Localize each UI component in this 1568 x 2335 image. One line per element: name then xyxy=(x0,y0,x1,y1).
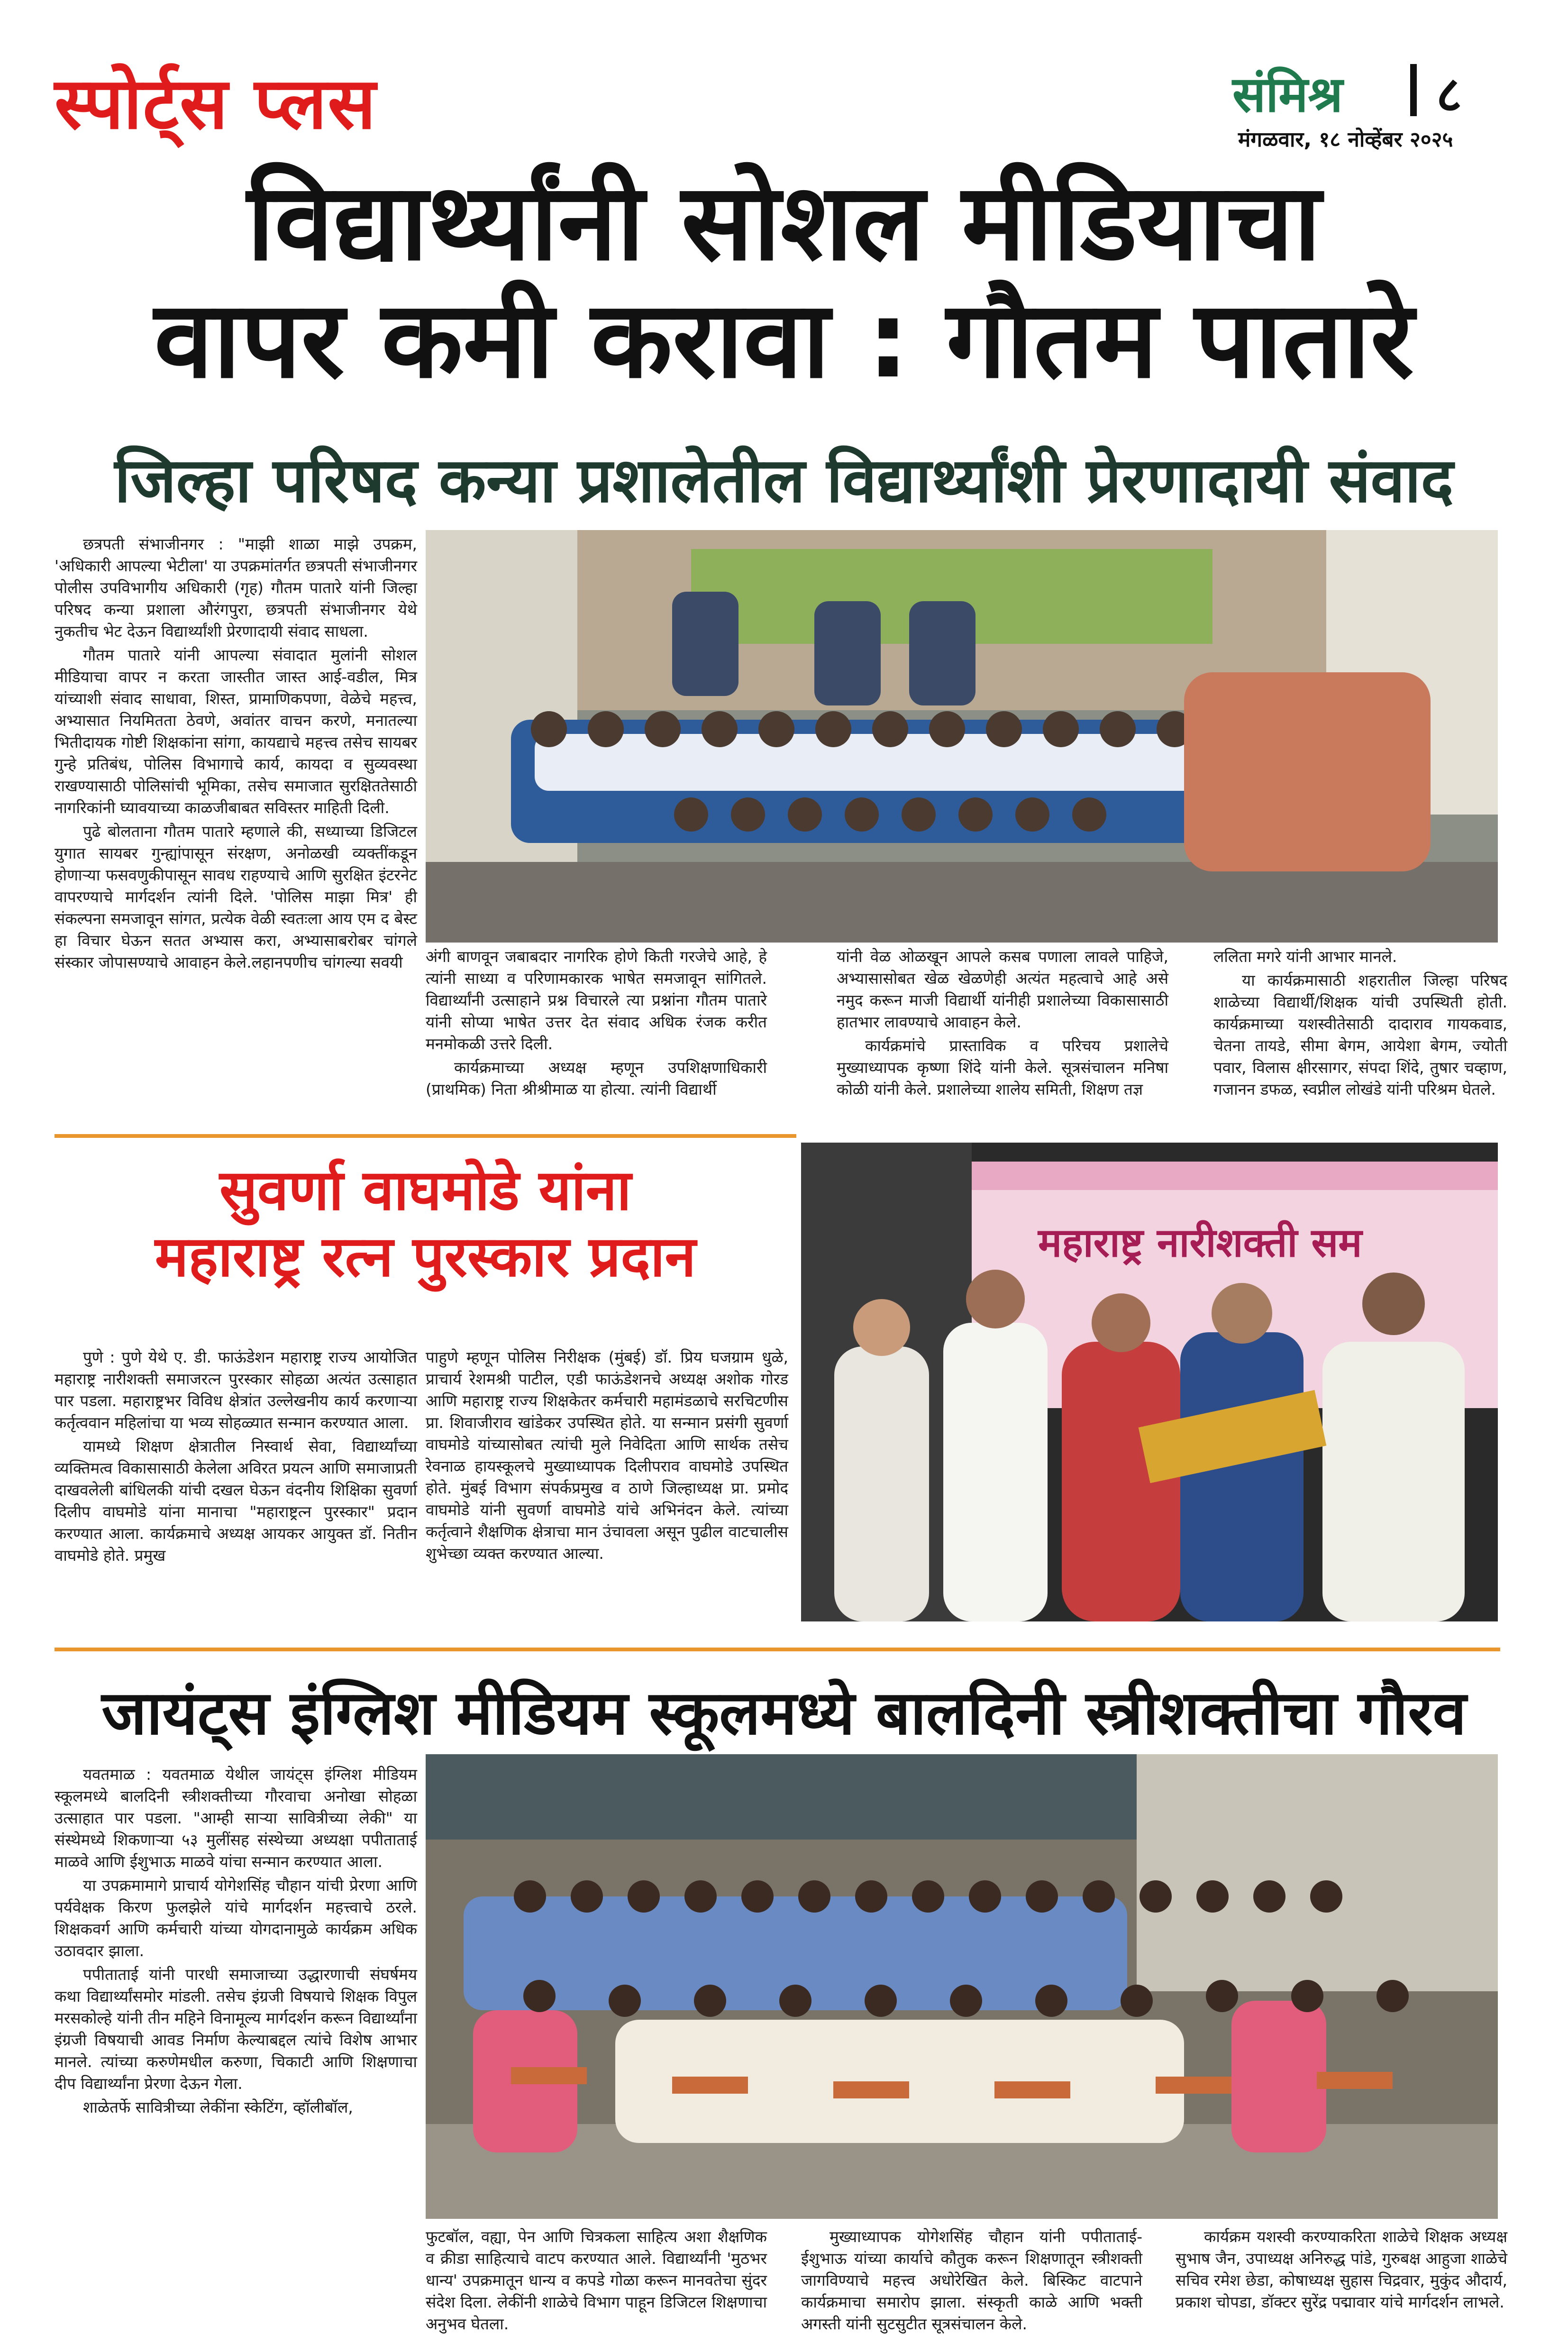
story1-headline xyxy=(0,160,1568,402)
story3-col2-para: फुटबॉल, वह्या, पेन आणि चित्रकला साहित्य अशा शैक्षणिक व क्रीडा साहित्याचे वाटप करण्यात आले. विद्यार्थ्यांनी 'मुठभर धान्य' उपक्रमातून धान्य व कपडे गोळा करून मानवतेचा सुंदर संदेश दिला. लेकींनी शाळेचे विभाग पाहून डिजिटल शिक्षणाचा अनुभव घेतला. xyxy=(426,2227,767,2333)
story1-col1-para: पुढे बोलताना गौतम पातारे म्हणाले की, सध्याच्या डिजिटल युगात सायबर गुन्ह्यांपासून संरक्षण, अनोळखी व्यक्तींकडून होणाऱ्या फसवणुकीपासून सावध राहण्याचे आणि सुरक्षित इंटरनेट वापरण्याचे मार्गदर्शन त्यांनी दिले. 'पोलिस माझा मित्र' ही संकल्पना समजावून सांगत, प्रत्येक वेळी स्वतःला आय एम द बेस्ट हा विचार घेऊन सतत अभ्यास करा, अभ्यासाबरोबर चांगले संस्कार जोपासण्याचे आवाहन केले.लहानपणीच चांगल्या सवयी xyxy=(55,822,417,971)
story1-column-1 xyxy=(55,533,417,1124)
story2-award-photo xyxy=(801,1143,1498,1621)
story1-col4-para: या कार्यक्रमासाठी शहरातील जिल्हा परिषद शाळेच्या विद्यार्थी/शिक्षक यांची उपस्थिती होती. कार्यक्रमाच्या यशस्वीतेसाठी दादाराव गायकवाड, चेतना तायडे, सीमा बेगम, आयेशा बेगम, ज्योती पवार, विलास क्षीरसागर, संपदा शिंदे, तुषार चव्हाण, गजानन डफळ, स्वप्नील लोखंडे यांनी परिश्रम घेतले. xyxy=(1213,971,1507,1099)
story2-col2-para: पाहुणे म्हणून पोलिस निरीक्षक (मुंबई) डॉ. प्रिय घजग्राम धुळे, प्राचार्य रेशमश्री पाटील, एडी फाऊंडेशनचे अध्यक्ष अशोक गोरड आणि महाराष्ट्र राज्य शिक्षकेतर कर्मचारी महामंडळाचे सरचिटणीस प्रा. शिवाजीराव खांडेकर उपस्थित होते. या सन्मान प्रसंगी सुवर्णा वाघमोडे यांच्यासोबत त्यांची मुले निवेदिता आणि सार्थक तसेच रेवनाळ हायस्कूलचे मुख्याध्यापक दिलीपराव वाघमोडे उपस्थित होते. मुंबई विभाग संपर्कप्रमुख व ठाणे जिल्हाध्यक्ष प्रा. प्रमोद वाघमोडे यांनी सुवर्णा वाघमोडे यांचे अभिनंदन केले. त्यांच्या कर्तृत्वाने शैक्षणिक क्षेत्राचा मान उंचावला असून पुढील वाटचालीस शुभेच्छा व्यक्त करण्यात आल्या. xyxy=(426,1348,788,1563)
story2-column-2 xyxy=(426,1346,788,1624)
story1-subheadline: जिल्हा परिषद कन्या प्रशालेतील विद्यार्थ्यांशी प्रेरणादायी संवाद xyxy=(114,444,1454,516)
section-rule xyxy=(55,1648,1500,1651)
story1-col4-para: ललिता मगरे यांनी आभार मानले. xyxy=(1213,947,1397,966)
story1-col2-para: कार्यक्रमाच्या अध्यक्ष म्हणून उपशिक्षणाधिकारी (प्राथमिक) निता श्रीश्रीमाळ या होत्या. त्यांनी विद्यार्थी xyxy=(426,1058,767,1099)
story3-col3-para: मुख्याध्यापक योगेशसिंह चौहान यांनी पपीताताई-ईशुभाऊ यांच्या कार्याचे कौतुक करून शिक्षणातून स्त्रीशक्ती जागविण्याचे महत्त्व अधोरेखित केले. बिस्किट वाटपाने कार्यक्रमाचा समारोप झाला. संस्कृती काळे आणि भक्ती अगस्ती यांनी सुटसुटीत सूत्रसंचालन केले. xyxy=(801,2227,1142,2333)
story1-col2-para: अंगी बाणवून जबाबदार नागरिक होणे किती गरजेचे आहे, हे त्यांनी साध्या व परिणामकारक भाषेत समजावून सांगितले. विद्यार्थ्यांनी उत्साहाने प्रश्न विचारले त्या प्रश्नांना गौतम पातारे यांनी सोप्या भाषेत उत्तर देत संवाद अधिक रंजक करीत मनमोकळी उत्तरे दिली. xyxy=(426,947,767,1053)
story3-col4-para: कार्यक्रम यशस्वी करण्याकरिता शाळेचे शिक्षक अध्यक्ष सुभाष जैन, उपाध्यक्ष अनिरुद्ध पांडे, गुरुबक्ष आहुजा शाळेचे सचिव रमेश छेडा, कोषाध्यक्ष सुहास चिद्रवार, मुकुंद औदार्य, प्रकाश चोपडा, डॉक्टर सुरेंद्र पद्मावार यांचे मार्गदर्शन लाभले. xyxy=(1176,2227,1507,2311)
section-label: संमिश्र xyxy=(1232,65,1343,123)
story3-col1-para: या उपक्रमामागे प्राचार्य योगेशसिंह चौहान यांची प्रेरणा आणि पर्यवेक्षक किरण फुलझेले यांचे मार्गदर्शन महत्त्वाचे ठरले. शिक्षकवर्ग आणि कर्मचारी यांच्या योगदानामुळे कार्यक्रम अधिक उठावदार झाला. xyxy=(55,1876,417,1960)
story1-column-3 xyxy=(837,946,1168,1124)
story2-col1-para: यामध्ये शिक्षण क्षेत्रातील निस्वार्थ सेवा, विद्यार्थ्यांच्या व्यक्तिमत्व विकासासाठी केलेला अविरत प्रयत्न आणि समाजाप्रती दाखवलेली बांधिलकी यांची दखल घेऊन वंदनीय शिक्षिका सुवर्णा दिलीप वाघमोडे यांना मानाचा "महाराष्ट्रत्न पुरस्कार" प्रदान करण्यात आला. कार्यक्रमाचे अध्यक्ष आयकर आयुक्त डॉ. नितीन वाघमोडे होते. प्रमुख xyxy=(55,1437,417,1565)
story3-col1-para: यवतमाळ : यवतमाळ येथील जायंट्स इंग्लिश मीडियम स्कूलमध्ये बालदिनी स्त्रीशक्तीच्या गौरवाचा अनोखा सोहळा उत्साहात पार पडला. "आम्ही साऱ्या सावित्रीच्या लेकी" या संस्थेमध्ये शिकणाऱ्या ५३ मुलींसह संस्थेच्या अध्यक्षा पपीताताई माळवे आणि ईशुभाऊ माळवे यांचा सन्मान करण्यात आला. xyxy=(55,1765,417,1871)
story3-col1-para: पपीताताई यांनी पारधी समाजाच्या उद्धारणाची संघर्षमय कथा विद्यार्थ्यांसमोर मांडली. तसेच इंग्रजी विषयाचे शिक्षक विपुल मरसकोल्हे यांनी तीन महिने विनामूल्य मार्गदर्शन करून विद्यार्थ्यांना इंग्रजी विषयाची आवड निर्माण केल्याबद्दल त्यांचे विशेष आभार मानले. त्यांच्या करुणेमधील करुणा, चिकाटी आणि शिक्षणाचा दीप विद्यार्थ्यांना प्रेरणा देऊन गेला. xyxy=(55,1965,417,2093)
story1-col3-para: यांनी वेळ ओळखून आपले कसब पणाला लावले पाहिजे, अभ्यासासोबत खेळ खेळणेही अत्यंत महत्वाचे आहे असे नमुद करून माजी विद्यार्थी यांनीही प्रशालेच्या विकासासाठी हातभार लावण्याचे आवाहन केले. xyxy=(837,947,1168,1031)
story1-col3-para: कार्यक्रमांचे प्रास्ताविक व परिचय प्रशालेचे मुख्याध्यापक कृष्णा शिंदे यांनी केले. सूत्रसंचालन मनिषा कोळी यांनी केले. प्रशालेच्या शालेय समिती, शिक्षण तज्ञ xyxy=(837,1036,1168,1099)
story3-col1-para: शाळेतर्फे सावित्रीच्या लेकींना स्केटिंग, व्हॉलीबॉल, xyxy=(83,2098,353,2116)
story2-col1-para: पुणे : पुणे येथे ए. डी. फाऊंडेशन महाराष्ट्र राज्य आयोजित महाराष्ट्र नारीशक्ती समाजरत्न पुरस्कार सोहळा अत्यंत उत्साहात पार पडला. महाराष्ट्रभर विविध क्षेत्रांत उल्लेखनीय कार्य करणाऱ्या कर्तृत्ववान महिलांचा या भव्य सोहळ्यात सन्मान करण्यात आला. xyxy=(55,1348,417,1432)
story1-col1-para: गौतम पातारे यांनी आपल्या संवादात मुलांनी सोशल मीडियाचा वापर न करता जास्तीत जास्त आई-वडील, मित्र यांच्याशी संवाद साधावा, शिस्त, प्रामाणिकपणा, वेळेचे महत्त्व, अभ्यासात नियमितता ठेवणे, अवांतर वाचन करणे, मनातल्या भितीदायक गोष्टी शिक्षकांना सांगा, कायद्याचे महत्त्व तसेच सायबर गुन्हे प्रतिबंध, पोलिस विभागाचे कार्य, कायदा व सुव्यवस्था राखण्यासाठी पोलिसांची भूमिका, तसेच समाजात सुरक्षिततेसाठी नागरिकांनी घ्यावयाच्या काळजीबाबत सविस्तर माहिती दिली. xyxy=(55,646,417,817)
story1-headline-line1: विद्यार्थ्यांनी सोशल मीडियाचा xyxy=(246,160,1322,284)
story2-headline-line1: सुवर्णा वाघमोडे यांना xyxy=(219,1157,631,1223)
story2-column-1 xyxy=(55,1346,417,1624)
story1-headline-line2: वापर कमी करावा : गौतम पातारे xyxy=(154,278,1414,402)
story3-column-1 xyxy=(55,1764,417,2247)
story1-column-2 xyxy=(426,946,767,1124)
issue-date: मंगळवार, १८ नोव्हेंबर २०२५ xyxy=(1238,128,1453,152)
section-name: स्पोर्ट्स प्लस xyxy=(55,63,377,145)
page-divider xyxy=(1410,64,1417,116)
story3-column-4 xyxy=(1176,2226,1507,2311)
story1-col1-para: छत्रपती संभाजीनगर : "माझी शाळा माझे उपक्रम, 'अधिकारी आपल्या भेटीला' या उपक्रमांतर्गत छत्रपती संभाजीनगर पोलीस उपविभागीय अधिकारी (गृह) गौतम पातारे यांनी जिल्हा परिषद कन्या प्रशाला औरंगपुरा, छत्रपती संभाजीनगर येथे नुकतीच भेट देऊन विद्यार्थ्यांशी प्रेरणादायी संवाद साधला. xyxy=(55,535,417,641)
story3-column-2 xyxy=(426,2226,767,2333)
story2-headline xyxy=(55,1157,796,1290)
story3-group-photo xyxy=(426,1754,1498,2219)
story1-column-4 xyxy=(1213,946,1507,1124)
story3-headline: जायंट्स इंग्लिश मीडियम स्कूलमध्ये बालदिनी स्त्रीशक्तीचा गौरव xyxy=(101,1678,1467,1749)
banner-text: महाराष्ट्र नारीशक्ती सम xyxy=(1038,1219,1362,1266)
story3-column-3 xyxy=(801,2226,1142,2333)
page-number: ८ xyxy=(1436,65,1462,123)
section-rule xyxy=(55,1134,796,1138)
story1-group-photo xyxy=(426,530,1498,943)
story2-headline-line2: महाराष्ट्र रत्न पुरस्कार प्रदान xyxy=(155,1224,696,1289)
